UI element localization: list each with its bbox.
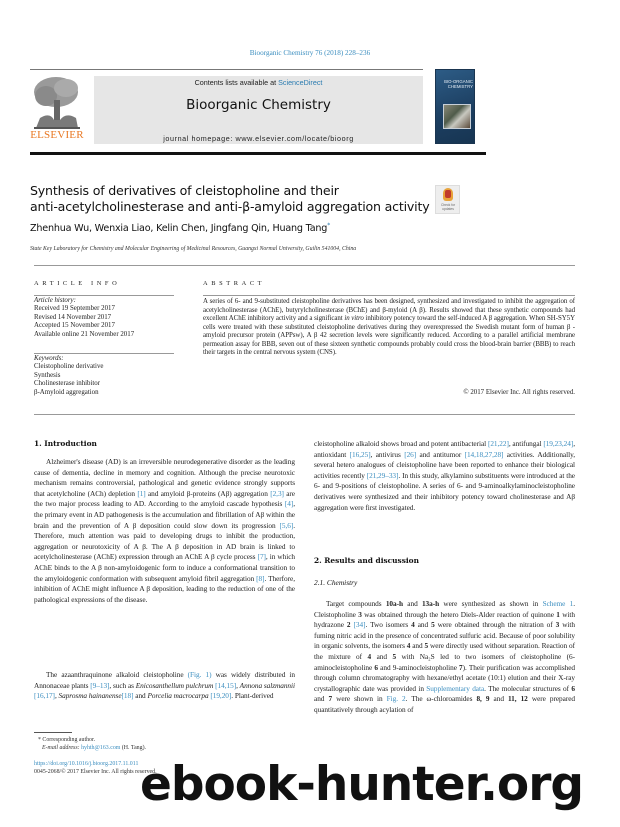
journal-homepage-link[interactable]: journal homepage: www.elsevier.com/locate/bioorg [163,134,354,143]
compound-label: 4 [406,641,411,651]
text: was widely distributed in Annonaceae plants [34,670,295,690]
text: , in which AChE binds to the A β non-amyloidogenic form to induce a conformational transition to the amyloidogenic conformation with subsequent amyloid fibril aggregation [34,552,296,583]
text: and [489,694,508,704]
authors-text: Zhenhua Wu, Wenxia Liao, Kelin Chen, Jingfang Qin, Huang Tang [30,223,328,235]
citation-link[interactable]: [9–13] [90,680,110,690]
text: , antioxidant [314,439,575,459]
history-accepted: Accepted 15 November 2017 [34,322,115,330]
text: . Plant-derived [231,691,274,701]
text: was obtained through the hetero Diels-Alder reaction of quinone [361,609,557,619]
issn-line: 0045-2068/© 2017 Elsevier Inc. All rights reserved. [34,769,157,775]
citation-link[interactable]: [16,25] [349,449,371,459]
species-name: Porcelia macrocarpa [147,691,209,701]
compound-label: 5 [431,620,435,630]
compound-label: 7 [459,662,463,672]
contents-available [94,78,423,87]
text: . Cleistopholine [314,599,576,619]
compound-label: 6 [374,662,378,672]
text: were obtained through the nitration of [434,620,556,630]
article-history [34,297,194,339]
doi-link[interactable]: https://doi.org/10.1016/j.bioorg.2017.11.011 [34,761,139,767]
history-label: Article history: [34,297,76,304]
abstract-rule [203,295,575,296]
text: and [133,691,148,701]
corresponding-author-note: * Corresponding author. [38,737,96,743]
compound-label: 2 [346,620,351,630]
keywords [34,355,194,397]
email-line [38,744,298,752]
footnote-rule [34,732,72,733]
introduction-paragraph-1 [34,457,295,605]
cover-title-line1: BIO-ORGANIC [444,79,473,84]
text: activities. Additionally, several hetero analogues of cleistopholine have been reported to enhance their biological activities recently [314,449,575,480]
scheme-link[interactable]: Scheme 1 [542,599,574,608]
footnotes [38,736,298,752]
compound-label: 4 [367,651,372,661]
header-thick-rule [30,152,486,155]
title-line-2: anti-acetylcholinesterase and anti-β-amyloid aggregation activity [30,199,430,214]
species-name: Enicosanthellum pulchrum [135,680,214,690]
abstract-heading: ABSTRACT [203,280,266,287]
text: . The ω-chloroamides [405,694,477,704]
affiliation: State Key Laboratory for Chemistry and Molecular Engineering of Medicinal Resources, Guangxi Normal University, Guilin 541004, China [30,246,357,252]
tree-icon [30,74,84,130]
contents-prefix: Contents lists available at [194,78,279,87]
figure-link[interactable]: Fig. 2 [386,694,406,704]
citation-link[interactable]: [18] [121,691,134,701]
check-label-line2: updates [442,206,454,211]
citation-link[interactable]: [5,6] [279,520,294,530]
compound-label: 1 [556,609,560,619]
citation-link[interactable]: [19,23,24] [543,439,574,448]
text: , the primary event in AD pathogenesis is the accumulation and fibrillation of Aβ within the brain and the prevention of A β deposition could slow down its progression [34,499,295,530]
citation-link[interactable]: [16,17] [34,691,55,701]
compound-label: 4 [411,620,415,630]
text: , antifungal [508,439,544,448]
abstract-italic: in vitro [344,315,364,323]
text: and amyloid β-proteins (Aβ) aggregation [145,488,271,498]
history-received: Received 19 September 2017 [34,305,115,313]
text: and [371,651,393,661]
introduction-paragraph-2: The azaanthraquinone alkaloid cleistopholine (Fig. 1) was widely distributed in Annonaceae plants [9–13], such as Enicosanthellum pulchrum [14,15], Annona salzmannii [16,17], Saprosma hainanense[18] and Porcelia macrocarpa [19,20]. Plant-derived [34,670,295,701]
text: and [414,620,432,630]
compound-label: 5 [424,641,429,651]
info-top-rule [34,265,575,266]
article-title [30,183,430,215]
keywords-rule [34,353,174,354]
keywords-label: Keywords: [34,355,64,362]
title-line-1: Synthesis of derivatives of cleistopholine and their [30,183,339,198]
text: were directly used without separation. Reaction of the mixture of [314,641,575,661]
citation-link[interactable]: [7] [257,552,266,562]
text: , such as [109,680,136,690]
text: . Therfore, inhibition of AChE might influence A β deposition, leading to the reduction of one of the pathological expressions of the disease. [34,573,295,604]
article-info-rule [34,295,174,296]
compound-label: 8, 9 [476,694,490,704]
introduction-heading: 1. Introduction [34,439,97,448]
compound-label: 3 [358,609,362,619]
text: . In this study, alkylamino substituents were introduced at the 6- and 9-positions of cleistopholine. A series of 6- and 9-aminoalkylaminocleistopholine derivatives were synthesized and their inhibitory potency toward cholinesterase and Aβ aggregation were first investigated. [314,470,575,512]
citation-link[interactable]: [21,29–33] [366,470,399,480]
keyword: Cleistopholine derivative [34,363,104,371]
bookmark-inner-icon [445,190,451,198]
supplementary-link[interactable]: Supplementary data [426,683,485,693]
text: and antitumor [416,449,465,459]
journal-reference-link[interactable]: Bioorganic Chemistry 76 (2018) 228–236 [249,49,371,57]
text: with hydrazone [314,609,575,630]
compound-label: 6 [571,683,575,693]
text: Target compounds [326,599,386,608]
body-top-rule-left [34,414,310,415]
keyword: β-Amyloid aggregation [34,388,99,396]
citation-link[interactable]: [26] [404,449,417,459]
text: were prepared quantitatively through acylation of [314,694,576,714]
text: and [403,599,422,608]
citation-link[interactable]: [14,15] [215,680,237,690]
text: and [410,641,425,651]
text: with Na₂S led to two isomers of cleistopholine (6-aminocleistopholine [314,651,575,672]
header-rule [30,69,423,70]
figure-link[interactable]: (Fig. 1) [187,670,212,679]
compound-label: 5 [392,651,397,661]
text: The azaanthraquinone alkaloid cleistopholine [46,670,188,679]
keyword: Cholinesterase inhibitor [34,380,101,388]
check-for-updates-label [436,204,460,211]
species-name: Annona salzmannii [239,680,295,690]
chemistry-paragraph [314,599,575,716]
email-link[interactable]: hyhth@163.com [81,745,121,751]
elsevier-wordmark: ELSEVIER [30,129,84,141]
citation-link[interactable]: [21,22] [487,439,509,448]
article-info-heading: ARTICLE INFO [34,280,121,287]
cover-title-line2: CHEMISTRY [447,83,473,89]
text: with fuming nitric acid in the presence of concentrated sulfuric acid. Because of poor solubility in organic solvents, the isomers [314,620,575,651]
abstract-copyright: © 2017 Elsevier Inc. All rights reserved. [463,389,575,396]
journal-name: Bioorganic Chemistry [186,97,331,113]
introduction-continued [314,439,575,513]
text: ). Their purification was accomplished through column chromatography with hexane/ethyl acetate (10:1) elution and their X-ray crystallographic date was provided in [314,662,575,693]
species-name: Saprosma hainanense [58,691,122,701]
text: are the two major process leading to AD. According to the amyloid cascade hypothesis [34,488,295,509]
results-heading: 2. Results and discussion [314,556,419,565]
text: and [314,694,329,704]
history-revised: Revised 14 November 2017 [34,313,112,321]
citation-link[interactable]: [34] [353,620,366,630]
watermark-text: ebook-hunter.org [140,757,584,812]
cover-title [437,80,473,89]
chemistry-subheading: 2.1. Chemistry [314,578,358,587]
abstract-text: inhibitory potency toward the self-induced A β aggregation. When SH-SY5Y cells were treated with these substituted cleistopholine derivatives during they overexpressed the Swedish mutant form of human β -amyloid precursor protein (APPsw), A β 42 secretion levels were significantly reduced. According to a parallel artificial membrane permeation assay for BBB, seven out of these sixteen synthetic compounds probably could cross the blood-brain barrier (BBB) to reach their targets in the central nervous system (CNS). [203,315,575,357]
citation-link[interactable]: [14,18,27,28] [464,449,504,459]
text: . The molecular structures of [484,683,572,693]
history-online: Available online 21 November 2017 [34,330,135,338]
text: . Two isomers [365,620,412,630]
text: cleistopholine alkaloid shows broad and potent antibacterial [314,439,488,448]
text: and 9-aminocleistopholine [378,662,460,672]
citation-link[interactable]: [19,20] [210,691,232,701]
email-label: E-mail address: [42,745,82,751]
cover-illustration [443,104,471,129]
email-suffix: (H. Tang). [120,745,147,751]
citation-link[interactable]: [1] [137,488,146,498]
text: were shown in [332,694,387,704]
text: , antivirus [370,449,405,459]
corresponding-author-marker[interactable]: * [327,222,330,229]
abstract-body [203,298,575,358]
citation-link[interactable]: [8] [256,573,265,583]
abstract-text: A series of 6- and 9-substituted cleistopholine derivatives has been designed, synthesized and investigated to inhibit the aggregation of acetylcholinesterase (AChE), butyrylcholinesterase (BChE) and β-myloid (A β). Results showed that these synthetic compounds had excellent AChE inhibitory activity and a significant [203,298,575,323]
compound-label: 7 [328,694,333,704]
text: were synthesized as shown in [439,599,543,608]
body-top-rule-right [310,414,575,415]
compound-label: 13a-h [421,599,440,608]
text: Alzheimer's disease (AD) is an irreversible neurodegenerative disorder as the leading cause of dementia, decline in memory and cognition. Although the precise neurotoxic mechanism remains controversial, pathological and genetic evidence strongly supports that acetylcholine (ACh) depletion [34,457,295,498]
citation-link[interactable]: [4] [284,499,294,509]
citation-link[interactable]: [2,3] [270,488,284,498]
keyword: Synthesis [34,371,61,379]
text: . Therefore, much attention was paid to developing drugs to inhibit the production, aggregation or neurotoxicity of A β. The A β deposition in AD brain is linked to acetylcholinesterase (AChE) expression through an AChE A β cycle process [34,520,295,562]
sciencedirect-link[interactable]: ScienceDirect [278,78,323,87]
author-list [30,222,430,234]
compound-label: 10a-h [385,599,404,608]
compound-label: 11, 12 [507,694,528,704]
compound-label: 3 [555,620,560,630]
check-label-line1: Check for [440,203,456,207]
